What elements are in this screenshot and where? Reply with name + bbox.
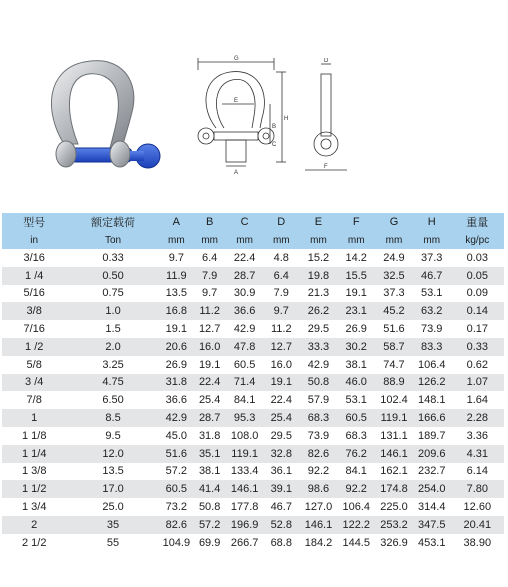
column-unit: Ton	[66, 231, 159, 249]
header-row	[2, 213, 504, 231]
table-cell: 22.4	[193, 374, 226, 392]
table-cell: 53.1	[337, 391, 375, 409]
table-cell: 8.5	[66, 409, 159, 427]
table-cell: 146.1	[375, 445, 413, 463]
table-cell: 347.5	[413, 516, 451, 534]
table-row	[2, 498, 504, 516]
table-cell: 46.0	[337, 374, 375, 392]
table-cell: 19.1	[160, 320, 193, 338]
table-cell: 174.8	[375, 480, 413, 498]
table-cell: 7/8	[2, 391, 66, 409]
column-unit: mm	[263, 231, 300, 249]
table-row	[2, 356, 504, 374]
column-header: 重量	[451, 213, 504, 231]
table-cell: 60.5	[226, 356, 263, 374]
table-cell: 104.9	[160, 534, 193, 552]
table-cell: 106.4	[337, 498, 375, 516]
column-header: F	[337, 213, 375, 231]
table-cell: 36.6	[160, 391, 193, 409]
column-unit: mm	[226, 231, 263, 249]
table-cell: 0.09	[451, 285, 504, 303]
table-cell: 12.7	[193, 320, 226, 338]
table-row	[2, 320, 504, 338]
table-cell: 102.4	[375, 391, 413, 409]
table-cell: 57.9	[300, 391, 338, 409]
table-row	[2, 338, 504, 356]
table-cell: 25.4	[263, 409, 300, 427]
table-cell: 1 /2	[2, 338, 66, 356]
table-cell: 0.17	[451, 320, 504, 338]
table-cell: 25.4	[193, 391, 226, 409]
table-body	[2, 249, 504, 552]
table-cell: 166.6	[413, 409, 451, 427]
table-cell: 254.0	[413, 480, 451, 498]
table-row	[2, 480, 504, 498]
table-cell: 3/16	[2, 249, 66, 267]
table-cell: 253.2	[375, 516, 413, 534]
table-cell: 32.5	[375, 267, 413, 285]
table-cell: 71.4	[226, 374, 263, 392]
table-cell: 38.1	[337, 356, 375, 374]
table-cell: 36.6	[226, 302, 263, 320]
table-cell: 4.31	[451, 445, 504, 463]
table-row	[2, 445, 504, 463]
column-unit: in	[2, 231, 66, 249]
table-cell: 189.7	[413, 427, 451, 445]
table-cell: 73.9	[300, 427, 338, 445]
table-cell: 60.5	[160, 480, 193, 498]
table-cell: 1.64	[451, 391, 504, 409]
table-cell: 20.6	[160, 338, 193, 356]
table-row	[2, 249, 504, 267]
table-cell: 6.4	[193, 249, 226, 267]
table-cell: 50.8	[300, 374, 338, 392]
column-unit: mm	[375, 231, 413, 249]
table-cell: 1.5	[66, 320, 159, 338]
table-cell: 1 3/4	[2, 498, 66, 516]
column-header: 型号	[2, 213, 66, 231]
table-cell: 47.8	[226, 338, 263, 356]
table-cell: 1 3/8	[2, 463, 66, 481]
column-header: A	[160, 213, 193, 231]
dim-label-e: E	[234, 98, 239, 104]
table-cell: 26.2	[300, 302, 338, 320]
dim-label-b: B	[272, 124, 277, 130]
table-cell: 2.28	[451, 409, 504, 427]
table-cell: 21.3	[300, 285, 338, 303]
table-cell: 37.3	[413, 249, 451, 267]
column-unit: mm	[300, 231, 338, 249]
table-cell: 28.7	[193, 409, 226, 427]
table-cell: 4.8	[263, 249, 300, 267]
table-cell: 50.8	[193, 498, 226, 516]
table-row	[2, 409, 504, 427]
table-row	[2, 374, 504, 392]
table-cell: 148.1	[413, 391, 451, 409]
table-cell: 7.80	[451, 480, 504, 498]
table-cell: 1 1/2	[2, 480, 66, 498]
dim-label-c: C	[272, 142, 277, 148]
table-cell: 146.1	[226, 480, 263, 498]
table-cell: 7.9	[193, 267, 226, 285]
column-unit: mm	[160, 231, 193, 249]
table-cell: 82.6	[300, 445, 338, 463]
table-cell: 12.7	[263, 338, 300, 356]
table-cell: 35	[66, 516, 159, 534]
column-header: B	[193, 213, 226, 231]
table-cell: 45.2	[375, 302, 413, 320]
table-cell: 6.14	[451, 463, 504, 481]
dim-label-d: D	[324, 58, 329, 64]
table-cell: 31.8	[160, 374, 193, 392]
table-cell: 29.5	[263, 427, 300, 445]
table-cell: 19.8	[300, 267, 338, 285]
table-cell: 9.5	[66, 427, 159, 445]
table-cell: 82.6	[160, 516, 193, 534]
table-cell: 7/16	[2, 320, 66, 338]
table-row	[2, 427, 504, 445]
table-cell: 17.0	[66, 480, 159, 498]
table-cell: 33.3	[300, 338, 338, 356]
table-cell: 42.9	[226, 320, 263, 338]
table-cell: 4.75	[66, 374, 159, 392]
table-cell: 15.2	[300, 249, 338, 267]
table-cell: 38.1	[193, 463, 226, 481]
table-cell: 30.9	[226, 285, 263, 303]
table-cell: 29.5	[300, 320, 338, 338]
table-cell: 73.2	[160, 498, 193, 516]
table-cell: 3/8	[2, 302, 66, 320]
column-unit: mm	[193, 231, 226, 249]
table-cell: 146.1	[300, 516, 338, 534]
table-cell: 225.0	[375, 498, 413, 516]
table-cell: 0.50	[66, 267, 159, 285]
column-unit: mm	[413, 231, 451, 249]
table-cell: 51.6	[160, 445, 193, 463]
unit-row	[2, 231, 504, 249]
table-cell: 162.1	[375, 463, 413, 481]
table-cell: 16.0	[193, 338, 226, 356]
table-cell: 37.3	[375, 285, 413, 303]
table-cell: 6.4	[263, 267, 300, 285]
table-cell: 11.2	[263, 320, 300, 338]
table-cell: 3.25	[66, 356, 159, 374]
table-cell: 20.41	[451, 516, 504, 534]
table-row	[2, 267, 504, 285]
table-cell: 23.1	[337, 302, 375, 320]
side-view-drawing	[297, 58, 357, 176]
table-cell: 84.1	[226, 391, 263, 409]
table-cell: 3.36	[451, 427, 504, 445]
table-cell: 127.0	[300, 498, 338, 516]
table-cell: 131.1	[375, 427, 413, 445]
table-cell: 60.5	[337, 409, 375, 427]
table-cell: 55	[66, 534, 159, 552]
table-cell: 92.2	[300, 463, 338, 481]
table-cell: 1 /4	[2, 267, 66, 285]
table-cell: 0.33	[66, 249, 159, 267]
table-cell: 73.9	[413, 320, 451, 338]
table-cell: 122.2	[337, 516, 375, 534]
table-cell: 1.0	[66, 302, 159, 320]
table-cell: 84.1	[337, 463, 375, 481]
table-cell: 53.1	[413, 285, 451, 303]
table-cell: 1	[2, 409, 66, 427]
table-cell: 144.5	[337, 534, 375, 552]
table-cell: 68.3	[300, 409, 338, 427]
table-cell: 95.3	[226, 409, 263, 427]
table-cell: 42.9	[160, 409, 193, 427]
table-cell: 31.8	[193, 427, 226, 445]
table-cell: 314.4	[413, 498, 451, 516]
table-cell: 74.7	[375, 356, 413, 374]
column-header: 额定载荷	[66, 213, 159, 231]
table-cell: 45.0	[160, 427, 193, 445]
table-cell: 232.7	[413, 463, 451, 481]
column-header: D	[263, 213, 300, 231]
table-cell: 2 1/2	[2, 534, 66, 552]
table-cell: 9.7	[160, 249, 193, 267]
table-cell: 46.7	[413, 267, 451, 285]
table-cell: 0.33	[451, 338, 504, 356]
table-cell: 57.2	[193, 516, 226, 534]
table-cell: 58.7	[375, 338, 413, 356]
table-cell: 196.9	[226, 516, 263, 534]
column-unit: mm	[337, 231, 375, 249]
table-cell: 1 1/8	[2, 427, 66, 445]
table-cell: 7.9	[263, 285, 300, 303]
table-row	[2, 463, 504, 481]
table-cell: 0.14	[451, 302, 504, 320]
table-cell: 22.4	[263, 391, 300, 409]
table-row	[2, 302, 504, 320]
table-cell: 28.7	[226, 267, 263, 285]
table-cell: 46.7	[263, 498, 300, 516]
table-cell: 32.8	[263, 445, 300, 463]
table-cell: 11.9	[160, 267, 193, 285]
table-cell: 2.0	[66, 338, 159, 356]
column-header: E	[300, 213, 338, 231]
table-cell: 25.0	[66, 498, 159, 516]
table-cell: 133.4	[226, 463, 263, 481]
table-cell: 177.8	[226, 498, 263, 516]
table-cell: 5/16	[2, 285, 66, 303]
table-cell: 106.4	[413, 356, 451, 374]
table-cell: 1 1/4	[2, 445, 66, 463]
table-cell: 119.1	[375, 409, 413, 427]
table-cell: 14.2	[337, 249, 375, 267]
table-cell: 76.2	[337, 445, 375, 463]
table-cell: 2	[2, 516, 66, 534]
table-cell: 0.75	[66, 285, 159, 303]
table-cell: 42.9	[300, 356, 338, 374]
table-cell: 16.0	[263, 356, 300, 374]
table-cell: 30.2	[337, 338, 375, 356]
table-cell: 16.8	[160, 302, 193, 320]
table-cell: 12.60	[451, 498, 504, 516]
table-cell: 52.8	[263, 516, 300, 534]
table-cell: 68.8	[263, 534, 300, 552]
table-cell: 126.2	[413, 374, 451, 392]
table-cell: 19.1	[193, 356, 226, 374]
table-cell: 1.07	[451, 374, 504, 392]
table-cell: 39.1	[263, 480, 300, 498]
table-row	[2, 534, 504, 552]
table-row	[2, 516, 504, 534]
table-row	[2, 285, 504, 303]
table-cell: 3 /4	[2, 374, 66, 392]
dim-label-a: A	[234, 170, 239, 176]
table-cell: 83.3	[413, 338, 451, 356]
table-cell: 69.9	[193, 534, 226, 552]
dim-label-h: H	[284, 116, 289, 122]
table-cell: 184.2	[300, 534, 338, 552]
specification-table	[2, 213, 504, 552]
column-unit: kg/pc	[451, 231, 504, 249]
table-cell: 209.6	[413, 445, 451, 463]
table-cell: 19.1	[263, 374, 300, 392]
table-cell: 108.0	[226, 427, 263, 445]
table-cell: 119.1	[226, 445, 263, 463]
table-cell: 26.9	[160, 356, 193, 374]
table-cell: 326.9	[375, 534, 413, 552]
table-cell: 19.1	[337, 285, 375, 303]
table-cell: 0.03	[451, 249, 504, 267]
table-cell: 38.90	[451, 534, 504, 552]
column-header: G	[375, 213, 413, 231]
table-cell: 6.50	[66, 391, 159, 409]
column-header: C	[226, 213, 263, 231]
table-cell: 26.9	[337, 320, 375, 338]
dim-label-g: G	[234, 56, 239, 62]
table-cell: 36.1	[263, 463, 300, 481]
table-cell: 41.4	[193, 480, 226, 498]
table-cell: 57.2	[160, 463, 193, 481]
table-cell: 9.7	[263, 302, 300, 320]
table-cell: 63.2	[413, 302, 451, 320]
table-cell: 15.5	[337, 267, 375, 285]
shackle-photo	[36, 52, 166, 177]
table-cell: 13.5	[66, 463, 159, 481]
table-cell: 0.62	[451, 356, 504, 374]
table-cell: 92.2	[337, 480, 375, 498]
column-header: H	[413, 213, 451, 231]
table-cell: 5/8	[2, 356, 66, 374]
table-cell: 22.4	[226, 249, 263, 267]
dim-label-f: F	[324, 164, 328, 170]
table-cell: 24.9	[375, 249, 413, 267]
table-cell: 35.1	[193, 445, 226, 463]
table-cell: 0.05	[451, 267, 504, 285]
table-cell: 98.6	[300, 480, 338, 498]
table-cell: 266.7	[226, 534, 263, 552]
table-cell: 12.0	[66, 445, 159, 463]
table-cell: 51.6	[375, 320, 413, 338]
table-cell: 13.5	[160, 285, 193, 303]
table-cell: 11.2	[193, 302, 226, 320]
table-cell: 453.1	[413, 534, 451, 552]
table-cell: 88.9	[375, 374, 413, 392]
table-cell: 68.3	[337, 427, 375, 445]
table-row	[2, 391, 504, 409]
table-cell: 9.7	[193, 285, 226, 303]
